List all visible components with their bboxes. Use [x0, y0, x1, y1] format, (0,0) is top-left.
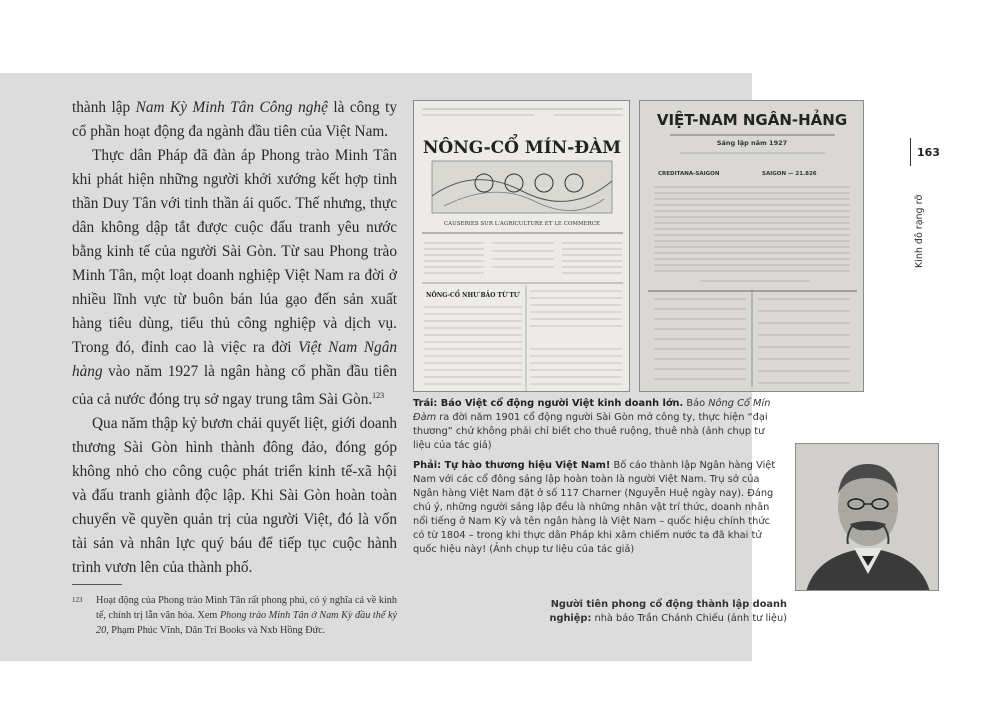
- newspaper-masthead: NÔNG-CỔ MÍN-ĐÀM: [422, 138, 622, 158]
- paragraph-2: Thực dân Pháp đã đàn áp Phong trào Minh Tân khi phát hiện những người khởi xướng kết hợp tinh thần Duy Tân với tinh thần ái quốc. Thế nhưng, thực dân không dập tắt được cuộc đấu tranh yêu nước bằng kinh tế của người Sài Gòn. Từ sau Phong trào Minh Tân, một loạt doanh nghiệp Việt Nam ra đời ở nhiều lĩnh vực từ buôn bán lúa gạo đến sản xuất hàng tiêu dùng, tiểu thủ công nghiệp và dịch vụ. Trong đó, đỉnh cao là việc ra đời Việt Nam Ngân hàng vào năm 1927 là ngân hàng cổ phần đầu tiên của cả nước đóng trụ sở ngay trung tâm Sài Gòn.$^{123}$: [72, 147, 397, 409]
- bank-document-illustration: [640, 101, 864, 392]
- footnote: [72, 593, 397, 638]
- photo-captions: [413, 397, 783, 563]
- paragraph-3: Qua năm thập kỷ bươn chải quyết liệt, giới doanh thương Sài Gòn hình thành đông đảo, đóng góp không nhỏ cho công cuộc phát triển kinh tế-xã hội và đấu tranh giành độc lập. Khi Sài Gòn hoàn toàn chuyển về quyền quản trị của người Việt, đó là vốn tài sản và nhân lực quý báu để tiếp tục cuộc hành trình vươn lên của thành phố.: [72, 415, 397, 577]
- bank-founded-year: Sáng lập năm 1927: [716, 139, 788, 147]
- footnote-reference[interactable]: 123: [372, 391, 385, 400]
- caption-right-bank: Phải: Tự hào thương hiệu Việt Nam! Bố cáo thành lập Ngân hàng Việt Nam với các cổ đông sáng lập hoàn toàn là người Việt Nam. Trụ sở của Ngân hàng Việt Nam đặt ở số 117 Charner (Nguyễn Huệ ngày nay). Đáng chú ý, những người sáng lập đều là những nhân vật trí thức, doanh nhân nổi tiếng ở Nam Kỳ và tên ngân hàng là Việt Nam – quốc hiệu chính thức có từ 1804 – trong khi thực dân Pháp khi xâm chiếm nước ta đã khai tử quốc hiệu này! (Ảnh chụp tư liệu của tác giả): [413, 460, 776, 555]
- viet-nam-ngan-hang-announcement-photo: [639, 100, 864, 392]
- newspaper-subtitle: CAUSERIES SUR L'AGRICULTURE ET LE COMMERCE: [443, 221, 601, 227]
- newspaper-illustration: [414, 101, 630, 392]
- caption-left-newspaper: Trái: Báo Việt cổ động người Việt kinh doanh lớn. Báo Nông Cổ Mín Đàm ra đời năm 1901 cổ động người Sài Gòn mở công ty, thực hiện “đại thương” chứ không phải chỉ biết cho thuê ruộng, thuê nhà (ảnh chụp tư liệu của tác giả): [413, 398, 771, 451]
- footnote-divider: [72, 584, 122, 585]
- portrait-illustration: [796, 444, 939, 591]
- running-title: Kinh đô rạng rỡ: [914, 194, 925, 268]
- bank-telegraph-address: CREDITANA-SAIGON: [658, 171, 720, 177]
- main-body-text: [72, 96, 397, 580]
- bank-document-title: VIỆT-NAM NGÂN-HẢNG: [656, 111, 848, 129]
- page-number: 163: [917, 146, 940, 159]
- newspaper-column-head: NÔNG-CỔ NHƯ BẢO TỪ TƯ: [426, 292, 520, 299]
- newspaper-nong-co-min-dam-photo: [413, 100, 630, 392]
- page-number-divider: [910, 138, 911, 166]
- caption-portrait: Người tiên phong cổ động thành lập doanh nghiệp: nhà báo Trần Chánh Chiếu (ảnh tư liệu): [549, 599, 787, 624]
- bank-phone-number: SAIGON — 21.826: [762, 171, 817, 177]
- paragraph-1: thành lập Nam Kỳ Minh Tân Công nghệ là công ty cổ phần hoạt động đa ngành đầu tiên của Việt Nam.: [72, 99, 397, 140]
- footnote-number: 123: [72, 596, 83, 604]
- portrait-tran-chanh-chieu: [795, 443, 939, 591]
- footnote-text: Hoạt động của Phong trào Minh Tân rất phong phú, có ý nghĩa cả về kinh tế, chính trị lẫn văn hóa. Xem Phong trào Minh Tân ở Nam Kỳ đầu thế kỷ 20, Phạm Phúc Vĩnh, Dân Trí Books và Nxb Hồng Đức.: [96, 595, 397, 636]
